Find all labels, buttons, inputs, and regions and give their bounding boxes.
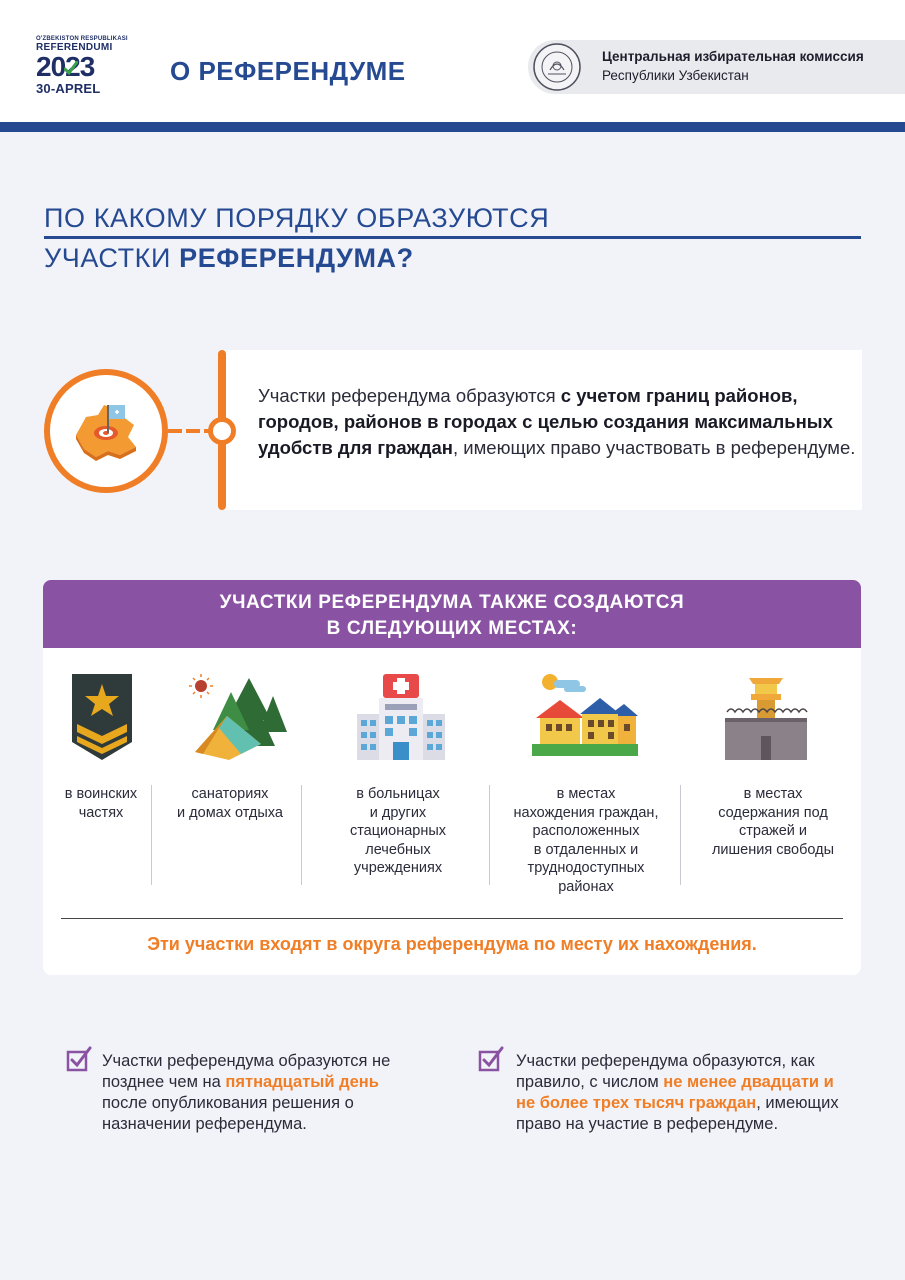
logo-date: 30-APREL xyxy=(36,81,101,96)
commission-seal-icon xyxy=(532,42,582,92)
places-heading-bar xyxy=(43,580,861,648)
commission-name-line2: Республики Узбекистан xyxy=(602,68,749,83)
question-line2-normal: УЧАСТКИ xyxy=(44,243,180,273)
hospital-icon xyxy=(349,672,459,762)
camp-tent-icon xyxy=(179,672,289,762)
prison-tower-icon xyxy=(711,672,821,762)
election-commission-block xyxy=(528,40,905,94)
places-separator xyxy=(151,785,152,885)
info-text xyxy=(258,383,858,461)
places-separator xyxy=(489,785,490,885)
logo-check-icon xyxy=(64,61,78,75)
logo-year xyxy=(36,53,136,81)
military-insignia-icon xyxy=(47,672,157,762)
map-target-badge xyxy=(44,369,168,493)
question-underline xyxy=(44,236,861,239)
question-line2 xyxy=(44,243,414,274)
note-size-bold: не менее двадцати и не более трех тысяч граждан xyxy=(516,1073,834,1112)
place-label-military: в воинских частях xyxy=(64,786,138,821)
place-label-remote: в местах нахождения граждан, расположенных в отдаленных и труднодоступных районах xyxy=(513,786,659,895)
header-title: О РЕФЕРЕНДУМЕ xyxy=(170,56,406,86)
places-footer-text: Эти участки входят в округа референдума по месту их нахождения. xyxy=(147,934,757,954)
places-separator xyxy=(680,785,681,885)
checkbox-check-icon xyxy=(478,1046,504,1072)
places-heading-line1: УЧАСТКИ РЕФЕРЕНДУМА ТАКЖЕ СОЗДАЮТСЯ xyxy=(219,592,685,613)
note-size xyxy=(516,1051,846,1135)
places-footer-divider xyxy=(61,918,843,919)
referendum-logo xyxy=(36,36,136,96)
info-text-part1: Участки референдума образуются xyxy=(258,385,561,406)
logo-line2: REFERENDUMI xyxy=(36,42,113,53)
note-deadline-bold: пятнадцатый день xyxy=(225,1073,379,1091)
logo-year-text: 2023 xyxy=(36,51,95,82)
logo-line1: O'ZBEKISTON RESPUBLIKASI xyxy=(36,36,128,42)
note-size-part1: Участки референдума образуются, как правило, с числом xyxy=(516,1052,815,1091)
question-line2-bold: РЕФЕРЕНДУМА? xyxy=(179,243,414,273)
village-houses-icon xyxy=(530,672,640,762)
commission-name-line1: Центральная избирательная комиссия xyxy=(602,49,864,64)
places-heading-line2: В СЛЕДУЮЩИХ МЕСТАХ: xyxy=(326,618,578,639)
place-label-hospital: в больницах и других стационарных лечебных учреждениях xyxy=(349,786,447,876)
info-text-bold: с учетом границ районов, городов, районов в городах с целью создания максимальных удобств для граждан xyxy=(258,385,833,458)
info-text-part3: , имеющих право участвовать в референдуме. xyxy=(452,437,856,458)
note-deadline xyxy=(102,1051,412,1135)
map-target-icon xyxy=(50,375,162,487)
question-line1: ПО КАКОМУ ПОРЯДКУ ОБРАЗУЮТСЯ xyxy=(44,203,550,233)
checkbox-check-icon xyxy=(66,1046,92,1072)
header xyxy=(0,0,905,122)
places-separator xyxy=(301,785,302,885)
header-divider xyxy=(0,122,905,132)
places-card xyxy=(43,580,861,975)
note-deadline-part1: Участки референдума образуются не позднее чем на xyxy=(102,1052,391,1091)
info-connector-dot xyxy=(208,417,236,445)
note-deadline-part3: после опубликования решения о назначении референдума. xyxy=(102,1094,354,1133)
place-label-detention: в местах содержания под стражей и лишения свободы xyxy=(711,786,835,858)
place-label-sanatorium: санаториях и домах отдыха xyxy=(177,786,283,821)
info-connector xyxy=(168,429,210,433)
note-size-part3: , имеющих право на участие в референдуме. xyxy=(516,1094,839,1133)
